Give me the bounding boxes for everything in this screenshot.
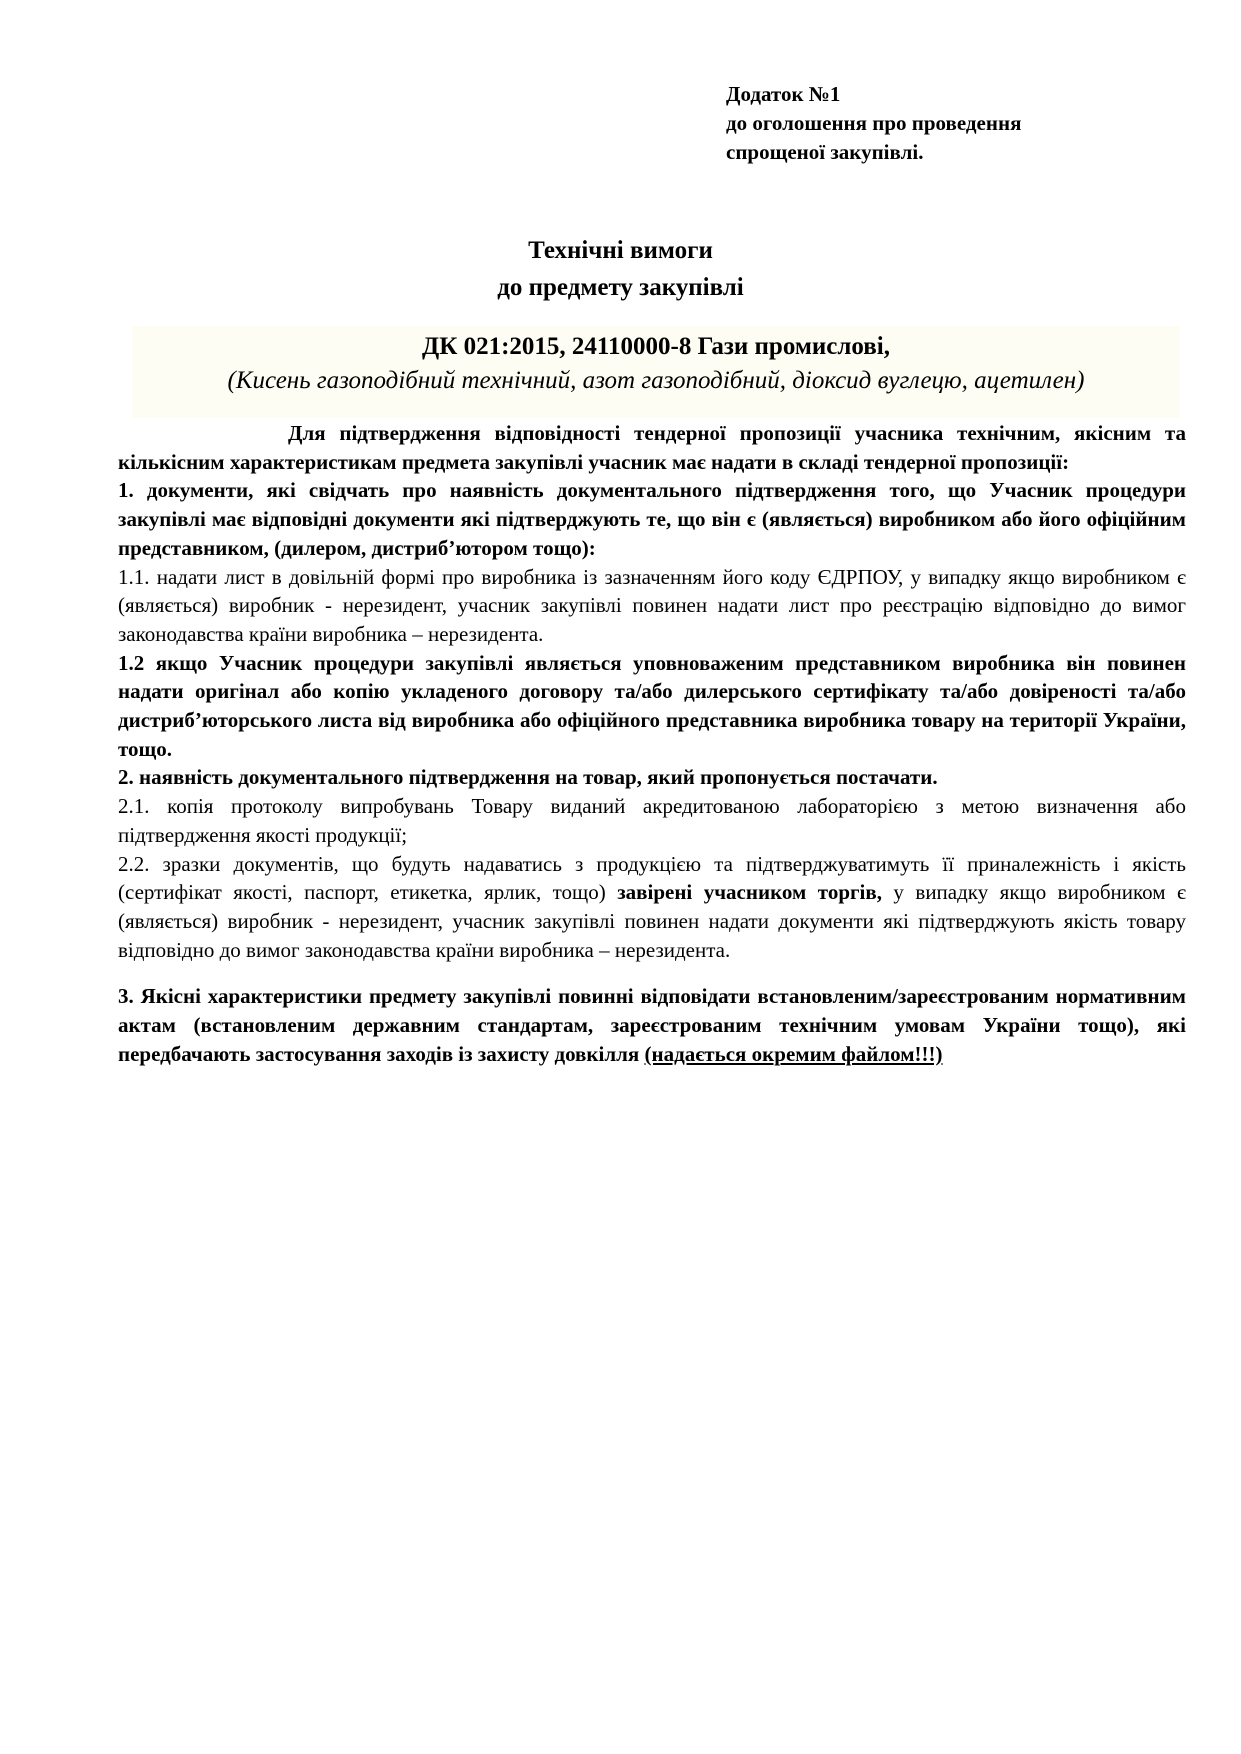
requirement-3: [118, 982, 1186, 1068]
requirement-2-1: 2.1. копія протоколу випробувань Товару виданий акредитованою лабораторією з метою визначення або підтвердження якості продукції;: [118, 794, 1186, 847]
subject-code: ДК 021:2015, 24110000-8 Гази промислові,: [422, 333, 890, 360]
requirement-2-2: [118, 850, 1186, 965]
title-line-1: Технічні вимоги: [528, 237, 713, 264]
requirement-3-text: 3. Якісні характеристики предмету закупівлі повинні відповідати встановленим/зареєстрованим нормативним актам (встановленим державним стандартам, зареєстрованим технічним умовам України тощо), які передбачають застосування заходів із захисту довкілля: [118, 984, 1186, 1066]
document-title: [0, 232, 1241, 306]
subject-items: (Кисень газоподібний технічний, азот газоподібний, діоксид вуглецю, ацетилен): [227, 367, 1085, 394]
requirements-body: [118, 419, 1186, 1068]
title-line-2: до предмету закупівлі: [497, 274, 744, 301]
requirement-2-2-rest: у випадку якщо виробником є (являється) виробник - нерезидент, учасник закупівлі повинен надати документи які підтверджують якість товару відповідно до вимог законодавства країни виробника – нерезидента.: [118, 880, 1186, 962]
requirement-1-2: 1.2 якщо Учасник процедури закупівлі являється уповноваженим представником виробника він повинен надати оригінал або копію укладеного договору та/або дилерського сертифікату та/або довіреності та/або дистриб’юторського листа від виробника або офіційного представника виробника товару на території України, тощо.: [118, 650, 1186, 761]
requirement-3-separate-file-note: (надається окремим файлом!!!): [644, 1041, 943, 1066]
intro-paragraph: Для підтвердження відповідності тендерної пропозиції учасника технічним, якісним та кількісним характеристикам предмета закупівлі учасник має надати в складі тендерної пропозиції:: [118, 421, 1186, 474]
annex-reference-cont: спрощеної закупівлі.: [726, 140, 924, 164]
requirement-2: 2. наявність документального підтвердження на товар, який пропонується постачати.: [118, 765, 938, 790]
annex-header: [726, 80, 1196, 167]
requirement-1-1: 1.1. надати лист в довільній формі про виробника із зазначенням його коду ЄДРПОУ, у випадку якщо виробником є (являється) виробник - нерезидент, учасник закупівлі повинен надати лист про реєстрацію відповідно до вимог законодавства країни виробника – нерезидента.: [118, 564, 1186, 646]
procurement-subject: [132, 326, 1180, 418]
annex-number: Додаток №1: [726, 82, 841, 106]
annex-reference: до оголошення про проведення: [726, 111, 1022, 135]
requirement-2-2-certified: завірені учасником торгів,: [617, 880, 882, 905]
requirement-1: 1. документи, які свідчать про наявність документального підтвердження того, що Учасник процедури закупівлі має відповідні документи які підтверджують те, що він є (являється) виробником або його офіційним представником, (дилером, дистриб’ютором тощо):: [118, 478, 1186, 560]
requirement-2-2-text: 2.2. зразки документів, що будуть надаватись з продукцією та підтверджуватимуть її приналежність і якість (сертифікат якості, паспорт, етикетка, ярлик, тощо): [118, 851, 1186, 905]
